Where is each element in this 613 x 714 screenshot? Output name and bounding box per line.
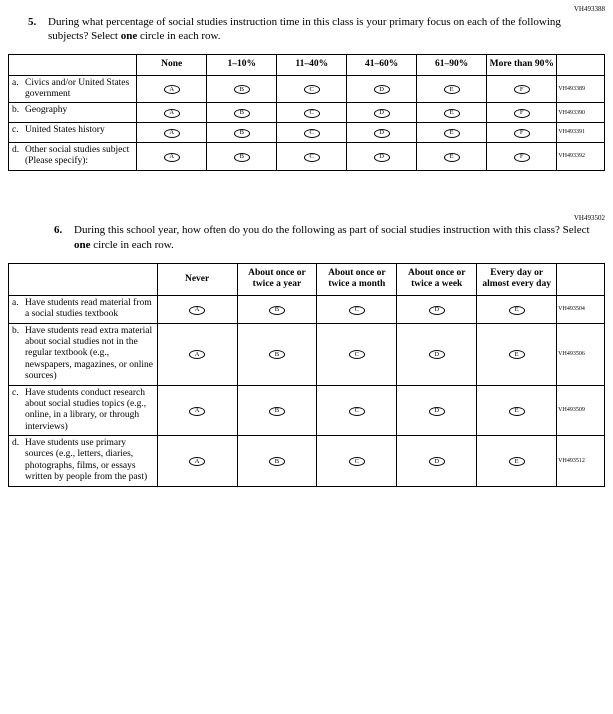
answer-bubble-D[interactable]: D — [429, 407, 445, 416]
table-row — [9, 142, 605, 170]
question-number: 6. — [54, 224, 63, 237]
column-header: About once or twice a month — [317, 264, 397, 296]
row-letter: a. — [12, 297, 19, 308]
option-cell — [237, 436, 317, 487]
option-cell — [477, 385, 557, 436]
option-cell — [397, 385, 477, 436]
option-cell — [317, 436, 397, 487]
row-label-cell — [9, 436, 158, 487]
table-row — [9, 103, 605, 123]
option-cell — [477, 436, 557, 487]
answer-bubble-A[interactable]: A — [189, 457, 205, 466]
option-cell — [487, 75, 557, 103]
answer-bubble-E[interactable]: E — [444, 129, 460, 138]
answer-bubble-A[interactable]: A — [189, 306, 205, 315]
option-cell — [207, 142, 277, 170]
row-letter: c. — [12, 387, 19, 398]
question-number: 5. — [28, 15, 37, 28]
option-cell — [417, 123, 487, 143]
row-label-cell — [9, 142, 137, 170]
prompt-segment: one — [120, 29, 138, 42]
row-label: Have students read material from a social studies textbook — [25, 297, 152, 320]
header-row — [9, 264, 605, 296]
answer-bubble-D[interactable]: D — [374, 109, 390, 118]
code-header-cell — [557, 55, 605, 75]
option-cell — [277, 123, 347, 143]
question-5-heading — [28, 15, 605, 44]
answer-bubble-A[interactable]: A — [164, 109, 180, 118]
option-cell — [317, 295, 397, 323]
answer-bubble-E[interactable]: E — [509, 407, 525, 416]
row-label-cell — [9, 295, 158, 323]
answer-bubble-C[interactable]: C — [304, 109, 320, 118]
question-prompt — [48, 15, 605, 44]
row-letter: b. — [12, 105, 20, 116]
column-header: Never — [157, 264, 237, 296]
option-cell — [137, 123, 207, 143]
answer-bubble-E[interactable]: E — [444, 85, 460, 94]
answer-bubble-E[interactable]: E — [444, 153, 460, 162]
answer-bubble-A[interactable]: A — [189, 407, 205, 416]
option-cell — [477, 295, 557, 323]
row-label-wrap — [12, 125, 133, 136]
table-row — [9, 385, 605, 436]
row-label: Have students read extra material about social studies not in the regular textbook (e.g., newspapers, magazines, or online sources) — [25, 325, 153, 382]
answer-bubble-E[interactable]: E — [509, 350, 525, 359]
column-header: 61–90% — [417, 55, 487, 75]
row-label-wrap — [12, 145, 133, 168]
option-cell — [237, 385, 317, 436]
option-cell — [157, 295, 237, 323]
option-cell — [417, 75, 487, 103]
answer-bubble-B[interactable]: B — [234, 109, 250, 118]
row-label-wrap — [12, 298, 154, 321]
answer-bubble-F[interactable]: F — [514, 129, 530, 138]
answer-bubble-D[interactable]: D — [374, 85, 390, 94]
question-6 — [8, 215, 605, 487]
answer-bubble-A[interactable]: A — [164, 85, 180, 94]
row-label: United States history — [25, 125, 105, 136]
column-header: 1–10% — [207, 55, 277, 75]
option-cell — [157, 323, 237, 385]
option-cell — [347, 75, 417, 103]
row-label-wrap — [12, 388, 154, 434]
answer-bubble-D[interactable]: D — [429, 350, 445, 359]
option-cell — [137, 75, 207, 103]
prompt-segment: circle in each row. — [90, 238, 174, 251]
column-header: About once or twice a year — [237, 264, 317, 296]
answer-bubble-F[interactable]: F — [514, 109, 530, 118]
table-row — [9, 75, 605, 103]
option-cell — [237, 295, 317, 323]
row-code: VH493506 — [557, 323, 605, 385]
row-code: VH493389 — [557, 75, 605, 103]
option-cell — [237, 323, 317, 385]
row-label-cell — [9, 323, 158, 385]
row-label: Have students use primary sources (e.g., letters, diaries, photographs, films, or essays written by people from the past) — [25, 438, 148, 483]
answer-bubble-A[interactable]: A — [164, 153, 180, 162]
question-5 — [8, 6, 605, 171]
answer-bubble-B[interactable]: B — [234, 153, 250, 162]
answer-bubble-D[interactable]: D — [429, 457, 445, 466]
answer-bubble-F[interactable]: F — [514, 85, 530, 94]
option-cell — [397, 436, 477, 487]
column-header: More than 90% — [487, 55, 557, 75]
question-5-tag: VH493388 — [573, 5, 605, 13]
table-row — [9, 295, 605, 323]
row-label-cell — [9, 385, 158, 436]
row-code: VH493509 — [557, 385, 605, 436]
header-row — [9, 55, 605, 75]
answer-bubble-B[interactable]: B — [234, 85, 250, 94]
row-label-wrap — [12, 326, 154, 383]
answer-bubble-A[interactable]: A — [189, 350, 205, 359]
empty-header-cell — [9, 55, 137, 75]
option-cell — [207, 75, 277, 103]
option-cell — [277, 103, 347, 123]
row-label: Geography — [25, 105, 68, 116]
option-cell — [397, 323, 477, 385]
option-cell — [417, 142, 487, 170]
option-cell — [487, 103, 557, 123]
answer-bubble-E[interactable]: E — [444, 109, 460, 118]
question-prompt — [74, 223, 605, 252]
row-code: VH493390 — [557, 103, 605, 123]
row-letter: a. — [12, 77, 19, 88]
response-table-q5 — [8, 54, 605, 170]
option-cell — [347, 142, 417, 170]
row-code: VH493391 — [557, 123, 605, 143]
answer-bubble-E[interactable]: E — [509, 457, 525, 466]
option-cell — [207, 123, 277, 143]
option-cell — [157, 385, 237, 436]
empty-header-cell — [9, 264, 158, 296]
option-cell — [487, 123, 557, 143]
option-cell — [277, 142, 347, 170]
option-cell — [347, 123, 417, 143]
row-label-cell — [9, 123, 137, 143]
option-cell — [347, 103, 417, 123]
answer-bubble-B[interactable]: B — [269, 407, 285, 416]
option-cell — [137, 142, 207, 170]
questionnaire-page — [8, 6, 605, 487]
answer-bubble-D[interactable]: D — [374, 153, 390, 162]
answer-bubble-C[interactable]: C — [304, 153, 320, 162]
prompt-segment: one — [74, 238, 91, 251]
row-code: VH493392 — [557, 142, 605, 170]
option-cell — [417, 103, 487, 123]
row-label: Civics and/or United States government — [25, 77, 130, 100]
column-header: None — [137, 55, 207, 75]
row-code: VH493504 — [557, 295, 605, 323]
column-header: 41–60% — [347, 55, 417, 75]
table-row — [9, 323, 605, 385]
row-label-cell — [9, 75, 137, 103]
answer-bubble-E[interactable]: E — [509, 306, 525, 315]
option-cell — [207, 103, 277, 123]
row-letter: c. — [12, 125, 19, 136]
question-6-tag: VH493502 — [573, 213, 605, 222]
row-label-wrap — [12, 105, 133, 116]
answer-bubble-C[interactable]: C — [349, 457, 365, 466]
option-cell — [277, 75, 347, 103]
code-header-cell — [557, 264, 605, 296]
row-label: Other social studies subject (Please specify): — [25, 144, 130, 167]
answer-bubble-B[interactable]: B — [269, 306, 285, 315]
prompt-segment: During this school year, how often do you do the following as part of social studies instruction with this class? Select — [74, 224, 590, 237]
row-label-wrap — [12, 438, 154, 484]
row-letter: d. — [12, 144, 20, 155]
row-label: Have students conduct research about social studies topics (e.g., online, in a library, or through interviews) — [25, 387, 147, 432]
row-label-cell — [9, 103, 137, 123]
response-table-q6 — [8, 263, 605, 487]
column-header: 11–40% — [277, 55, 347, 75]
option-cell — [477, 323, 557, 385]
option-cell — [487, 142, 557, 170]
option-cell — [317, 323, 397, 385]
option-cell — [137, 103, 207, 123]
answer-bubble-B[interactable]: B — [234, 129, 250, 138]
answer-bubble-C[interactable]: C — [349, 350, 365, 359]
row-label-wrap — [12, 78, 133, 101]
row-letter: d. — [12, 438, 20, 449]
answer-bubble-C[interactable]: C — [349, 407, 365, 416]
option-cell — [317, 385, 397, 436]
answer-bubble-C[interactable]: C — [304, 85, 320, 94]
answer-bubble-C[interactable]: C — [304, 129, 320, 138]
table-row — [9, 123, 605, 143]
option-cell — [157, 436, 237, 487]
row-letter: b. — [12, 325, 20, 336]
option-cell — [397, 295, 477, 323]
answer-bubble-A[interactable]: A — [164, 129, 180, 138]
answer-bubble-F[interactable]: F — [514, 153, 530, 162]
question-6-heading — [54, 223, 605, 252]
prompt-segment: circle in each row. — [137, 29, 221, 42]
row-code: VH493512 — [557, 436, 605, 487]
answer-bubble-B[interactable]: B — [269, 350, 285, 359]
column-header: Every day or almost every day — [477, 264, 557, 296]
answer-bubble-C[interactable]: C — [349, 306, 365, 315]
prompt-segment: During what percentage of social studies instruction time in this class is your primary focus on each of the following subjects? Select — [48, 15, 561, 42]
table-row — [9, 436, 605, 487]
answer-bubble-D[interactable]: D — [429, 306, 445, 315]
answer-bubble-D[interactable]: D — [374, 129, 390, 138]
answer-bubble-B[interactable]: B — [269, 457, 285, 466]
column-header: About once or twice a week — [397, 264, 477, 296]
